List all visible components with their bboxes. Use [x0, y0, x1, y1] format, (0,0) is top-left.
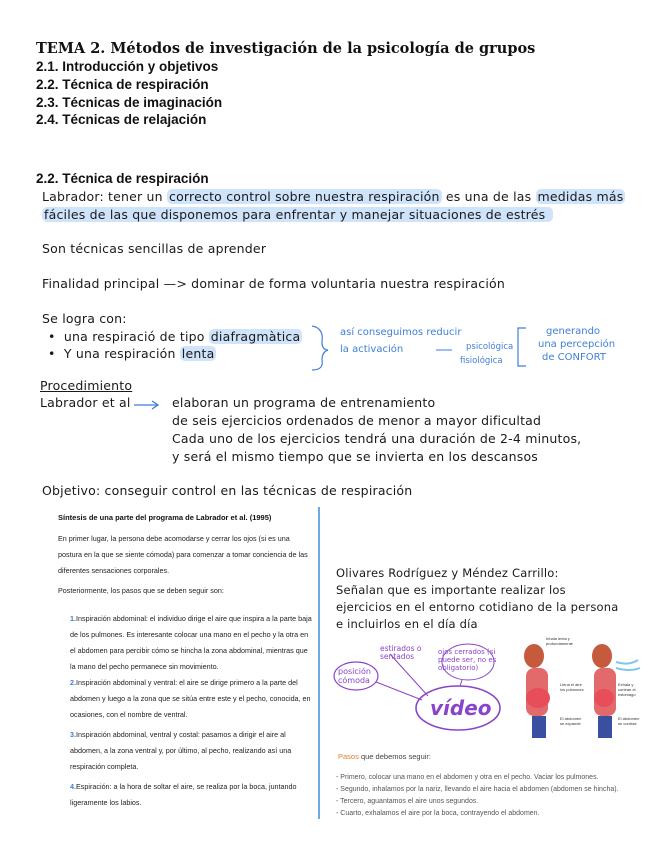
- step-item: - Segundo, inhalamos por la nariz, llevando el aire hacia el abdomen (abdomen se hincha).: [336, 786, 619, 793]
- procedure-line: de seis ejercicios ordenados de menor a mayor dificultad: [172, 413, 542, 428]
- annotation-text: una percepción: [538, 339, 616, 350]
- index-item: 2.1. Introducción y objetivos: [36, 59, 219, 74]
- highlight: diafragmàtica: [210, 329, 301, 344]
- step-item: - Cuarto, exhalamos el aire por la boca, contrayendo el abdomen.: [336, 810, 540, 817]
- procedure-title: Procedimiento: [40, 378, 133, 393]
- note-finalidad: Finalidad principal —> dominar de forma voluntaria nuestra respiración: [42, 276, 505, 291]
- bullet-item: • Y una respiración lenta: [48, 346, 215, 361]
- figure-label: El abdomen se expande: [560, 716, 582, 726]
- box-item: 1.Inspiración abdominal: el individuo dirige el aire que inspira a la parte baja de los pulmones. Es interesante colocar una mano en el pecho y la otra en el abdomen para percibir cómo se hincha la zona abdominal, mientras que la mano del pecho permanece sin movimiento.: [70, 614, 312, 671]
- highlight: correcto control sobre nuestra respiración: [169, 189, 440, 204]
- right-note-line: ejercicios en el entorno cotidiano de la persona: [336, 600, 619, 614]
- bubble-estirados: estirados o sentados: [380, 644, 422, 661]
- bubble-posicion: posición cómoda: [338, 667, 371, 685]
- index-item: 2.3. Técnicas de imaginación: [36, 95, 223, 110]
- note-line-2: fáciles de las que disponemos para enfrentar y manejar situaciones de estrés: [42, 207, 553, 222]
- objective-line: Objetivo: conseguir control en las técnicas de respiración: [42, 483, 413, 498]
- annotation-text: así conseguimos reducir: [340, 327, 462, 338]
- procedure-line: Cada uno de los ejercicios tendrá una duración de 2-4 minutos,: [172, 431, 582, 446]
- right-note-line: Olivares Rodríguez y Méndez Carrillo:: [336, 566, 559, 580]
- figure-label: Llena el aire los pulmones: [560, 682, 584, 692]
- procedure-line: elaboran un programa de entrenamiento: [172, 395, 436, 410]
- highlight: lenta: [181, 346, 215, 361]
- section-heading: 2.2. Técnica de respiración: [36, 171, 209, 186]
- box-title: Síntesis de una parte del programa de Labrador et al. (1995): [58, 513, 272, 522]
- bubble-ojos: ojos cerrados (si puede ser, no es obligatorio): [438, 648, 497, 672]
- steps-heading: Pasos que debemos seguir:: [338, 752, 431, 761]
- note-line-1: Labrador: tener un correcto control sobre nuestra respiración es una de las medidas más: [42, 189, 624, 204]
- box-item: 2.Inspiración abdominal y ventral: el aire se dirige primero a la parte del abdomen y luego a la zona que se sitúa entre este y el pecho, conocida, en ocasiones, con el nombre de ventral.: [70, 678, 311, 719]
- index-item: 2.2. Técnica de respiración: [36, 77, 209, 92]
- figure-label: Inhala lenta y profundamente: [546, 636, 573, 646]
- box-paragraph: En primer lugar, la persona debe acomodarse y cerrar los ojos (si es una postura en la que se siente cómoda) para comenzar a tomar conciencia de las diferentes sensaciones corporales.: [58, 534, 308, 575]
- step-item: - Primero, colocar una mano en el abdomen y otra en el pecho. Vaciar los pulmones.: [336, 774, 599, 781]
- note-logra: Se logra con:: [42, 311, 127, 326]
- note-simple: Son técnicas sencillas de aprender: [42, 241, 267, 256]
- procedure-author: Labrador et al: [40, 395, 131, 410]
- annotation-text: generando: [546, 326, 601, 337]
- box-item: 3.Inspiración abdominal, ventral y costal: pasamos a dirigir el aire al abdomen, a la zona ventral y, por último, al pecho, realizando así una respiración completa.: [70, 730, 292, 771]
- bullet-icon: •: [48, 346, 64, 361]
- document-title: TEMA 2. Métodos de investigación de la psicología de grupos: [36, 40, 536, 57]
- annotation-text: de CONFORT: [542, 352, 606, 363]
- figure-label: El abdomen se contrae: [618, 716, 640, 726]
- annotation-text: la activación: [340, 344, 404, 355]
- right-note-line: e incluirlos en el día día: [336, 617, 478, 631]
- box-paragraph: Posteriormente, los pasos que se deben seguir son:: [58, 586, 224, 595]
- annotation-text: psicológica: [466, 342, 514, 352]
- annotation-text: fisiológica: [460, 356, 503, 366]
- box-item: 4.Espiración: a la hora de soltar el aire, se realiza por la boca, juntando ligeramente los labios.: [70, 782, 297, 807]
- bullet-item: • una respiració de tipo diafragmàtica: [48, 329, 301, 344]
- highlight: medidas más: [537, 189, 624, 204]
- procedure-line: y será el mismo tiempo que se invierta en los descansos: [172, 449, 539, 464]
- video-label: vídeo: [430, 696, 492, 720]
- step-item: - Tercero, aguantamos el aire unos segundos.: [336, 798, 479, 805]
- right-note-line: Señalan que es importante realizar los: [336, 583, 566, 597]
- figure-label: Exhala y contrae el estómago: [618, 682, 636, 697]
- index-item: 2.4. Técnicas de relajación: [36, 112, 207, 127]
- arrow-icon: [132, 398, 162, 410]
- bullet-icon: •: [48, 329, 64, 344]
